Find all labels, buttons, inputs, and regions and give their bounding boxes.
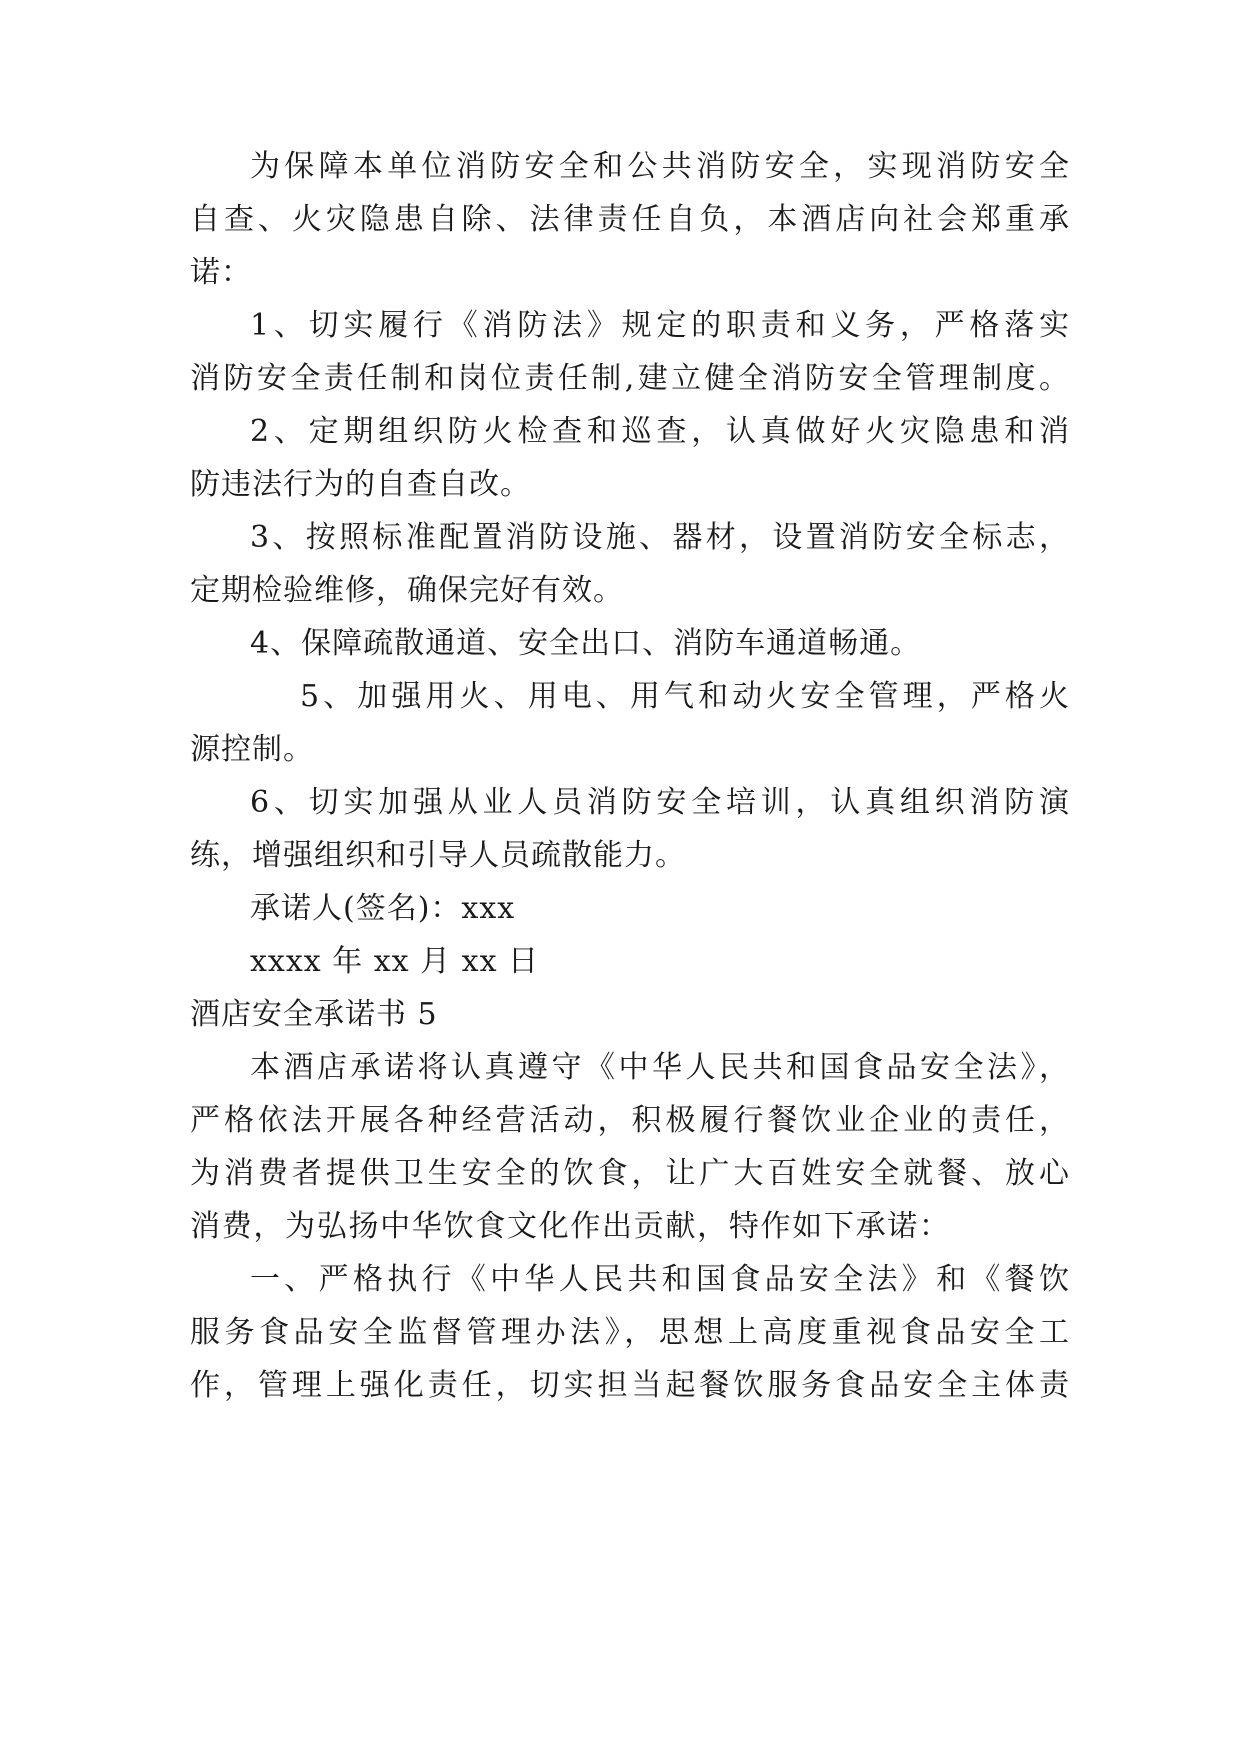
- list-item-line: 2、定期组织防火检查和巡查，认真做好火灾隐患和消: [250, 414, 1070, 449]
- paragraph-line: 消费，为弘扬中华饮食文化作出贡献，特作如下承诺：: [190, 1209, 950, 1244]
- paragraph-line: 服务食品安全监督管理办法》，思想上高度重视食品安全工: [190, 1315, 1070, 1350]
- list-item-line: 源控制。: [190, 732, 314, 767]
- section-heading: 酒店安全承诺书 5: [190, 997, 438, 1032]
- paragraph-line: 为保障本单位消防安全和公共消防安全，实现消防安全: [250, 149, 1070, 184]
- paragraph-line: 严格依法开展各种经营活动，积极履行餐饮业企业的责任，: [190, 1103, 1070, 1138]
- paragraph-line: 自查、火灾隐患自除、法律责任自负，本酒店向社会郑重承: [190, 202, 1070, 237]
- list-item-line: 消防安全责任制和岗位责任制,建立健全消防安全管理制度。: [190, 361, 1070, 396]
- signature-line: 承诺人(签名)：xxx: [250, 891, 516, 926]
- list-item-line: 4、保障疏散通道、安全出口、消防车通道畅通。: [250, 626, 922, 661]
- paragraph-line: 诺：: [190, 255, 252, 290]
- list-item-line: 定期检验维修，确保完好有效。: [190, 573, 624, 608]
- list-item-line: 1、切实履行《消防法》规定的职责和义务，严格落实: [250, 308, 1070, 343]
- list-item-line: 3、按照标准配置消防设施、器材，设置消防安全标志，: [250, 520, 1070, 555]
- list-item-line: 6、切实加强从业人员消防安全培训，认真组织消防演: [250, 785, 1070, 820]
- date-line: xxxx 年 xx 月 xx 日: [250, 944, 540, 979]
- list-item-line: 防违法行为的自查自改。: [190, 467, 531, 502]
- paragraph-line: 为消费者提供卫生安全的饮食，让广大百姓安全就餐、放心: [190, 1156, 1070, 1191]
- paragraph-line: 作，管理上强化责任，切实担当起餐饮服务食品安全主体责: [190, 1368, 1070, 1403]
- list-item-line: 练，增强组织和引导人员疏散能力。: [190, 838, 686, 873]
- paragraph-line: 本酒店承诺将认真遵守《中华人民共和国食品安全法》，: [250, 1050, 1070, 1085]
- paragraph-line: 一、严格执行《中华人民共和国食品安全法》和《餐饮: [250, 1262, 1070, 1297]
- list-item-line: 5、加强用火、用电、用气和动火安全管理，严格火: [300, 679, 1070, 714]
